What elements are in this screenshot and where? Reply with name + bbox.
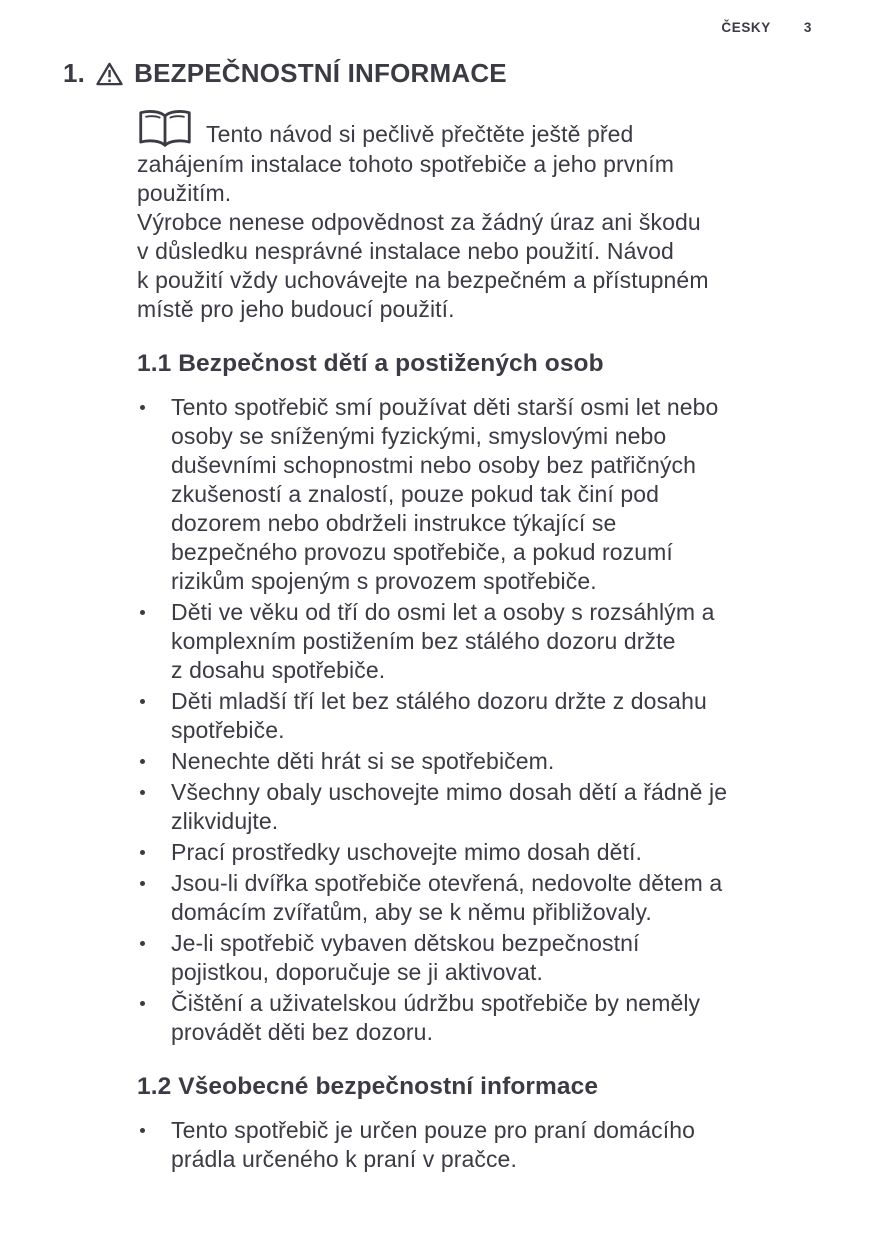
- intro-text-1: Tento návod si pečlivě přečtěte ještě před zahájením instalace tohoto spotřebiče a jeho prvním použitím.: [137, 121, 674, 206]
- warning-icon: [95, 61, 124, 87]
- open-book-icon: [137, 108, 193, 150]
- intro-paragraph-1: [137, 108, 731, 208]
- bullet-item: Děti mladší tří let bez stálého dozoru držte z dosahu spotřebiče.: [137, 687, 731, 745]
- chapter-number: 1.: [63, 58, 86, 88]
- section-1-2-bullet-list: [137, 1116, 731, 1174]
- page-number: 3: [803, 20, 812, 35]
- page-header: [721, 20, 812, 35]
- bullet-item: Děti ve věku od tří do osmi let a osoby s rozsáhlým a komplexním postižením bez stálého dozoru držte z dosahu spotřebiče.: [137, 598, 731, 685]
- bullet-item: Čištění a uživatelskou údržbu spotřebiče by neměly provádět děti bez dozoru.: [137, 989, 731, 1047]
- bullet-item: Tento spotřebič smí používat děti starší osmi let nebo osoby se sníženými fyzickými, smyslovými nebo duševními schopnostmi nebo osoby bez patřičných zkušeností a znalostí, pouze pokud tak činí pod dozorem nebo obdrželi instrukce týkající se bezpečného provozu spotřebiče, a pokud rozumí rizikům spojeným s provozem spotřebiče.: [137, 393, 731, 596]
- content-column: [137, 108, 731, 1176]
- language-label: ČESKY: [721, 20, 771, 35]
- bullet-item: Je-li spotřebič vybaven dětskou bezpečnostní pojistkou, doporučuje se ji aktivovat.: [137, 929, 731, 987]
- bullet-item: Tento spotřebič je určen pouze pro praní domácího prádla určeného k praní v pračce.: [137, 1116, 731, 1174]
- section-1-2-heading: 1.2 Všeobecné bezpečnostní informace: [137, 1073, 599, 1100]
- intro-paragraph-2: Výrobce nenese odpovědnost za žádný úraz ani škodu v důsledku nesprávné instalace nebo použití. Návod k použití vždy uchovávejte na bezpečném a přístupném místě pro jeho budoucí použití.: [137, 209, 709, 322]
- bullet-item: Všechny obaly uschovejte mimo dosah dětí a řádně je zlikvidujte.: [137, 778, 731, 836]
- chapter-title: BEZPEČNOSTNÍ INFORMACE: [134, 58, 507, 88]
- bullet-item: Jsou-li dvířka spotřebiče otevřená, nedovolte dětem a domácím zvířatům, aby se k němu přibližovaly.: [137, 869, 731, 927]
- chapter-heading: [63, 58, 507, 89]
- section-1-1-heading: 1.1 Bezpečnost dětí a postižených osob: [137, 350, 604, 377]
- section-1-1-bullet-list: [137, 393, 731, 1047]
- bullet-item: Nenechte děti hrát si se spotřebičem.: [137, 747, 731, 776]
- bullet-item: Prací prostředky uschovejte mimo dosah dětí.: [137, 838, 731, 867]
